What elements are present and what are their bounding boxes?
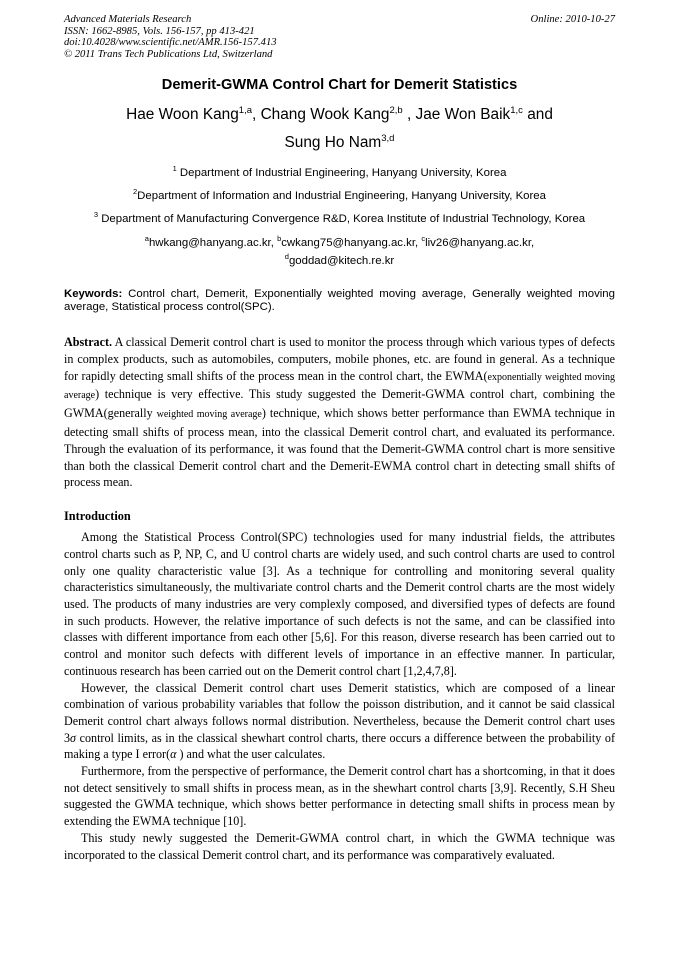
affiliation-2 [64,187,615,202]
abstract-label: Abstract. [64,335,113,350]
email-sup: d [284,252,289,262]
author-sup: 2,b [389,104,403,116]
introduction-body [64,529,615,863]
author-name: Jae Won Baik [415,105,511,123]
affiliation-text: Department of Information and Industrial Engineering, Hanyang University, Korea [137,189,546,202]
author-list [64,99,615,155]
journal-name: Advanced Materials Research [64,14,192,25]
sigma-symbol: σ [70,730,77,745]
affiliation-sup: 1 [172,164,177,174]
journal-header [64,14,615,61]
intro-paragraph: This study newly suggested the Demerit-GWMA control chart, in which the GWMA technique was incorporated to the classical Demerit control chart, and its performance was comparatively evaluated. [64,830,615,862]
abstract-text: ) technique, which shows better performance than EWMA technique in detecting small shifts of process mean, into the classical Demerit control chart, and evaluated its performance. Through the evaluation of its performance, it was found that the Demerit-GWMA control chart is more sensitive than both the classical Demerit control chart and the Demerit-EWMA control chart in detecting small shifts of process mean. [64,406,616,490]
email-sup: c [421,234,426,244]
email-sup: a [144,234,149,244]
author-name: Sung Ho Nam [284,134,382,152]
keywords-text: Control chart, Demerit, Exponentially weighted moving average, Generally weighted moving average, Statistical process control(SPC). [64,288,615,314]
intro-text: However, the classical Demerit control chart uses Demerit statistics, which are composed of a linear combination of various probability variables that follow the poisson distribution, and it cannot be said classical Demerit control chart always follows normal distribution. Nevertheless, because the Demerit control chart uses 3 [64,680,615,745]
abstract [64,334,615,491]
affiliation-3 [64,210,615,225]
email-address: cwkang75@hanyang.ac.kr, [281,237,419,250]
affiliation-text: Department of Manufacturing Convergence R&D, Korea Institute of Industrial Technology, Korea [101,212,586,225]
abstract-text-small: weighted moving average [156,409,262,421]
author-sup: 3,d [381,132,395,144]
affiliation-sup: 2 [133,186,138,196]
author-separator: and [527,105,553,123]
online-date: Online: 2010-10-27 [530,14,615,25]
intro-text: control limits, as in the classical shewhart control charts, there occurs a difference between the probability of making a type I error( [64,730,615,762]
author-sup: 1,a [238,104,252,116]
email-address: hwkang@hanyang.ac.kr, [148,237,274,250]
email-address: goddad@kitech.re.kr [288,255,395,268]
intro-paragraph: Among the Statistical Process Control(SPC) technologies used for many industrial fields, the attributes control charts such as P, NP, C, and U control charts are widely used, and such control charts are used to control only one quality characteristic value [3]. As a technique for controlling and monitoring several quality characteristics simultaneously, the multivariate control charts and the Demerit control charts are the most widely used. The products of many industries are very complexly composed, and diversified types of defects are found in such products. However, the relative importance of such defects is not the same, and can be classified into classes with different importance from each other [5,6]. For this reason, diverse research has been carried out to control and monitor such defects with different levels of importance in an effective manner. In particular, continuous research has been carried out on the Demerit control chart [1,2,4,7,8]. [64,530,615,678]
intro-paragraph [64,680,615,764]
copyright-line: © 2011 Trans Tech Publications Ltd, Switzerland [64,49,273,61]
issn-line: ISSN: 1662-8985, Vols. 156-157, pp 413-421 [64,25,255,37]
affiliation-sup: 3 [93,209,99,219]
abstract-text: A classical Demerit control chart is used to monitor the process through which various types of defects in complex products, such as automobiles, computers, mobile phones, etc. are found in general. As a technique for rapidly detecting small shifts of the process mean in the control chart, the EWMA( [64,335,616,383]
section-heading-introduction: Introduction [64,509,131,524]
email-block [64,232,615,268]
keywords [64,288,615,314]
author-separator: , [402,105,412,123]
email-address: liv26@hanyang.ac.kr, [425,237,535,250]
email-line-1 [64,232,615,250]
author-separator: , [252,105,257,123]
email-sup: b [277,234,282,244]
paper-title: Demerit-GWMA Control Chart for Demerit Statistics [161,76,518,93]
author-name: Chang Wook Kang [260,105,390,123]
abstract-text-small: exponentially weighted moving average [64,371,616,402]
doi-line: doi:10.4028/www.scientific.net/AMR.156-157.413 [64,37,277,49]
abstract-text: ) technique is very effective. This study suggested the Demerit-GWMA control chart, combining the GWMA(generally [64,387,615,421]
affiliation-1 [64,164,615,179]
author-line-2 [64,127,615,155]
paper-page [64,14,615,863]
author-sup: 1,c [510,104,523,116]
affiliation-text: Department of Industrial Engineering, Hanyang University, Korea [179,166,507,179]
intro-text: ) and what the user calculates. [176,747,326,762]
email-line-2 [64,250,615,268]
alpha-symbol: α [170,747,177,762]
keywords-label: Keywords: [64,288,123,301]
author-line-1 [64,99,615,127]
intro-paragraph: Furthermore, from the perspective of performance, the Demerit control chart has a shortcoming, in that it does not detect sensitively to small shifts in process mean, as in the shewhart control charts [3,9]. Recently, S.H Sheu suggested the GWMA technique, which shows better performance in detecting small shifts in process mean by extending the EWMA technique [10]. [64,764,615,829]
author-name: Hae Woon Kang [126,105,239,123]
